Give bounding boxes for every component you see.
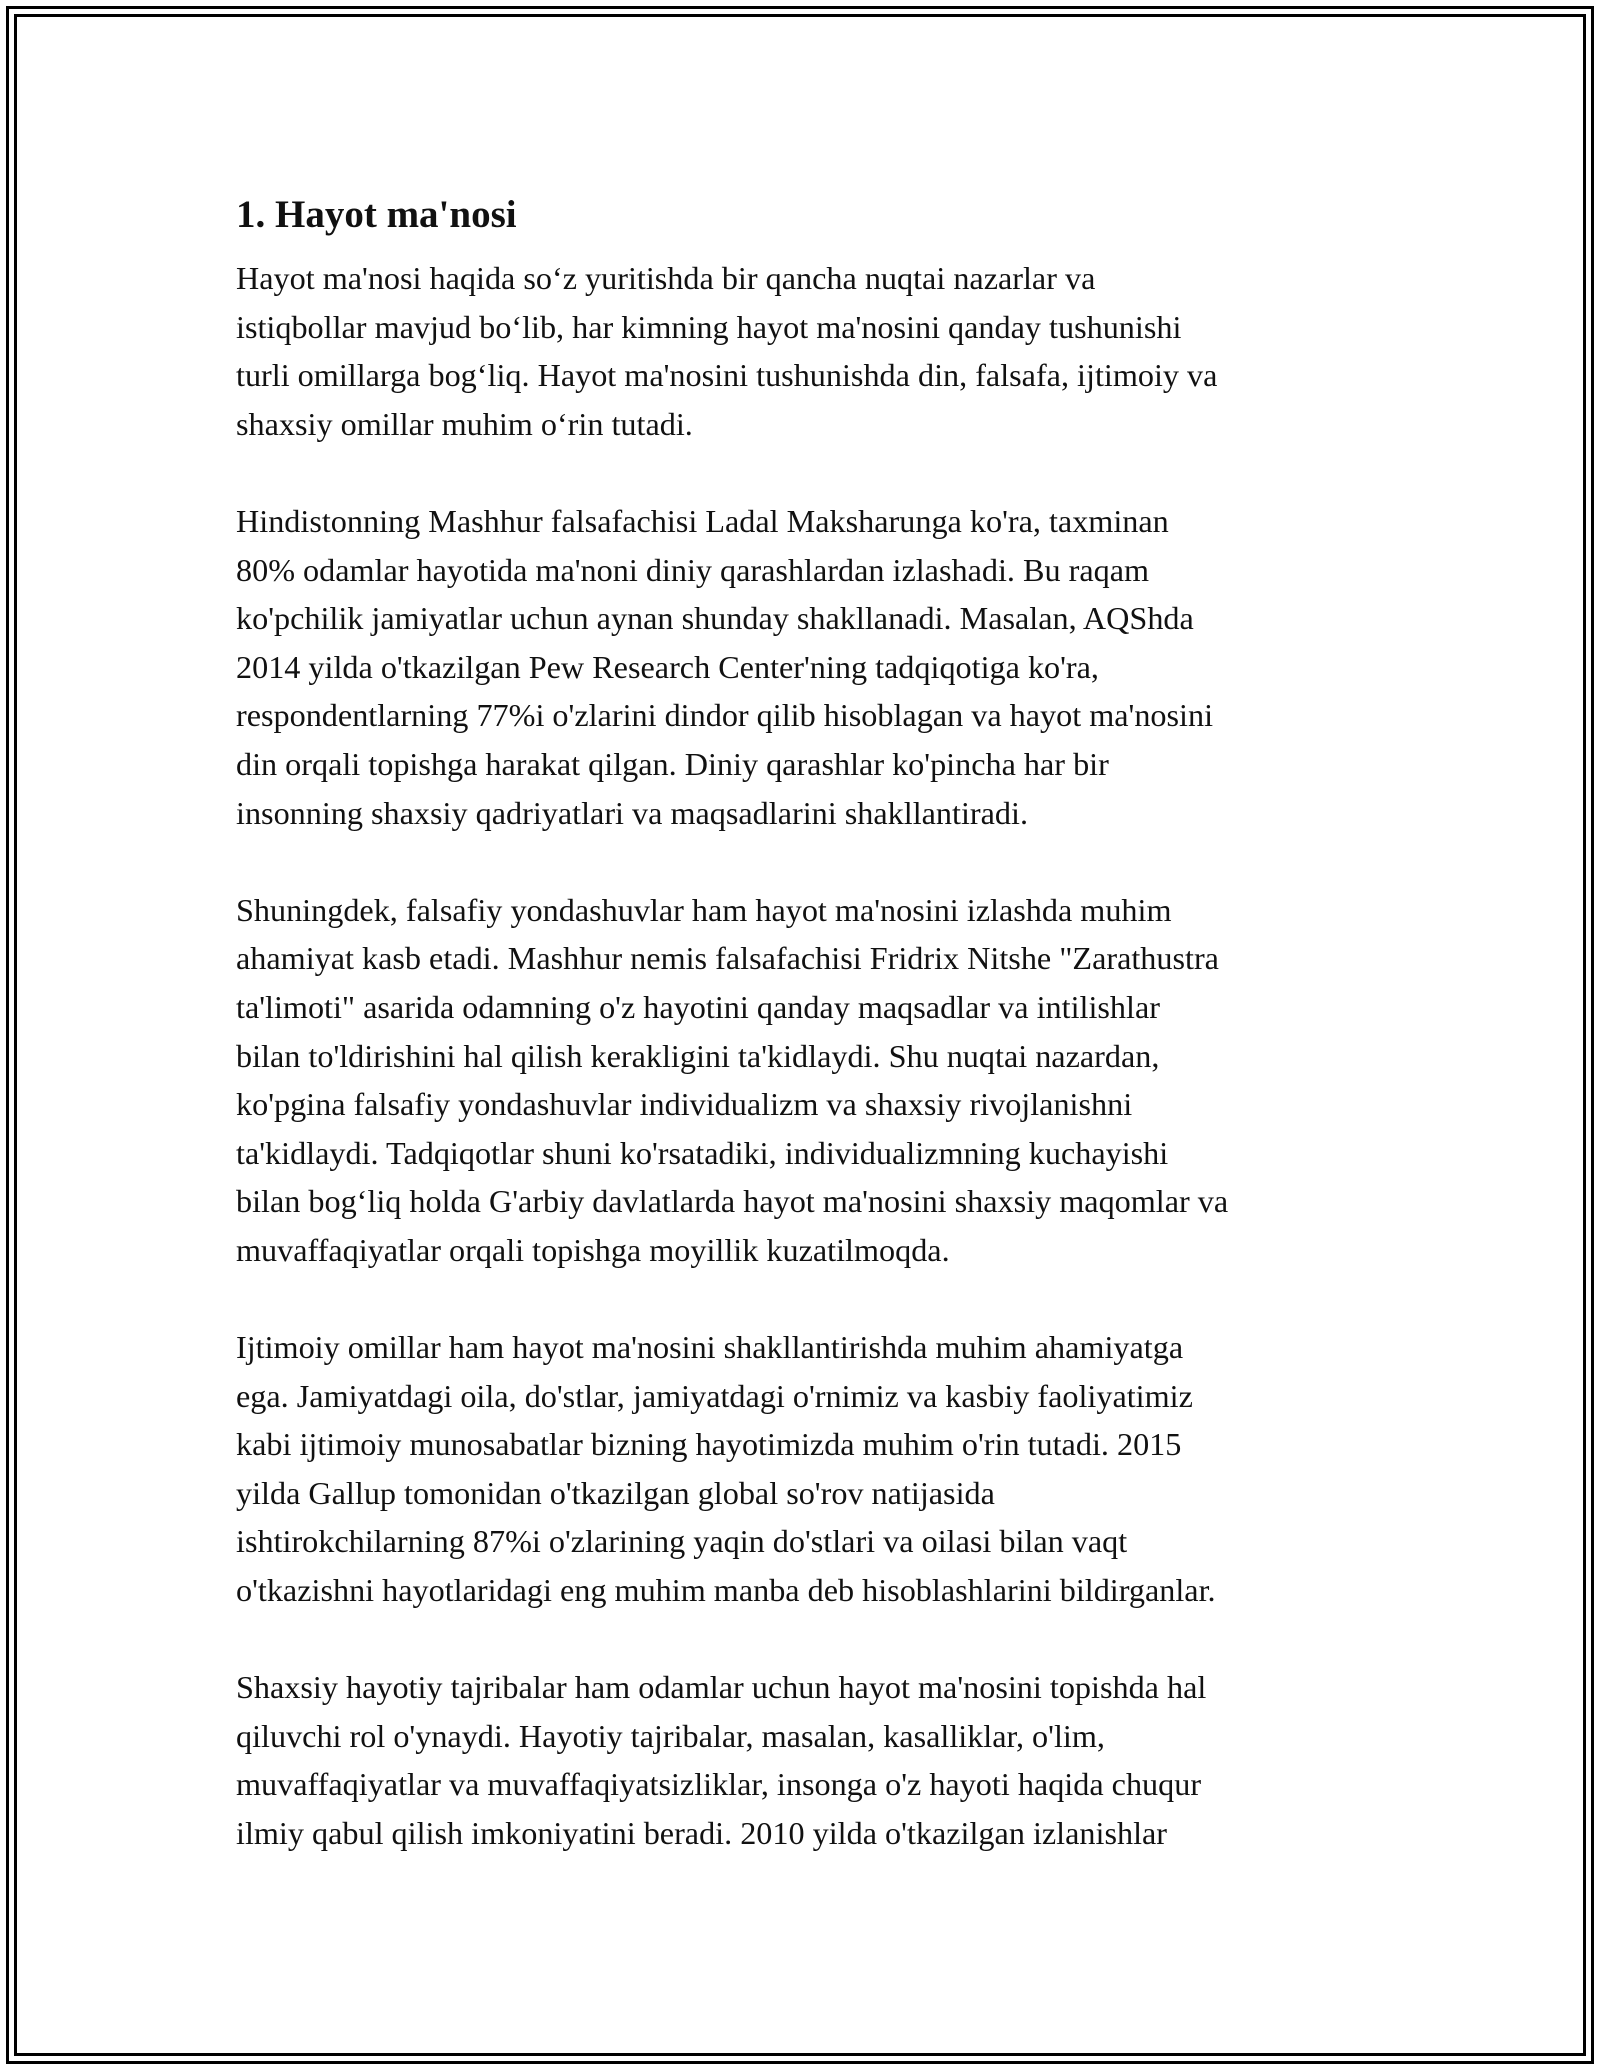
text-line: muvaffaqiyatlar orqali topishga moyillik kuzatilmoqda.: [236, 1231, 950, 1268]
text-line: ilmiy qabul qilish imkoniyatini beradi. 2010 yilda o'tkazilgan izlanishlar: [236, 1815, 1168, 1851]
paragraph-5: [236, 1663, 1376, 1857]
paragraph-2: [236, 497, 1376, 837]
text-line: respondentlarning 77%i o'zlarini dindor qilib hisoblagan va hayot ma'nosini: [236, 697, 1214, 734]
text-line: ta'limoti" asarida odamning o'z hayotini qanday maqsadlar va intilishlar: [236, 988, 1160, 1025]
text-line: ta'kidlaydi. Tadqiqotlar shuni ko'rsatadiki, individualizmning kuchayishi: [236, 1134, 1169, 1171]
text-line: ishtirokchilarning 87%i o'zlarining yaqin do'stlari va oilasi bilan vaqt: [236, 1523, 1128, 1560]
text-line: o'tkazishni hayotlaridagi eng muhim manba deb hisoblashlarini bildirganlar.: [236, 1572, 1216, 1609]
text-line: ega. Jamiyatdagi oila, do'stlar, jamiyatdagi o'rnimiz va kasbiy faoliyatimiz: [236, 1377, 1193, 1414]
text-line: Ijtimoiy omillar ham hayot ma'nosini shakllantirishda muhim ahamiyatga: [236, 1329, 1184, 1366]
text-line: shaxsiy omillar muhim o‘rin tutadi.: [236, 405, 693, 442]
text-line: ko'pgina falsafiy yondashuvlar individualizm va shaxsiy rivojlanishni: [236, 1086, 1133, 1123]
text-line: 80% odamlar hayotida ma'noni diniy qarashlardan izlashadi. Bu raqam: [236, 551, 1150, 588]
text-line: Hindistonning Mashhur falsafachisi Ladal Maksharunga ko'ra, taxminan: [236, 502, 1169, 539]
section-heading: 1. Hayot ma'nosi: [236, 193, 517, 236]
text-line: turli omillarga bog‘liq. Hayot ma'nosini tushunishda din, falsafa, ijtimoiy va: [236, 357, 1218, 394]
text-line: ahamiyat kasb etadi. Mashhur nemis falsafachisi Fridrix Nitshe "Zarathustra: [236, 940, 1219, 977]
text-line: qiluvchi rol o'ynaydi. Hayotiy tajribalar, masalan, kasalliklar, o'lim,: [236, 1717, 1105, 1754]
paragraph-4: [236, 1323, 1376, 1615]
text-line: bilan to'ldirishini hal qilish kerakligini ta'kidlaydi. Shu nuqtai nazardan,: [236, 1037, 1160, 1074]
text-line: 2014 yilda o'tkazilgan Pew Research Center'ning tadqiqotiga ko'ra,: [236, 648, 1099, 685]
text-line: Shuningdek, falsafiy yondashuvlar ham hayot ma'nosini izlashda muhim: [236, 891, 1172, 928]
text-line: bilan bog‘liq holda G'arbiy davlatlarda hayot ma'nosini shaxsiy maqomlar va: [236, 1183, 1229, 1220]
text-line: Shaxsiy hayotiy tajribalar ham odamlar uchun hayot ma'nosini topishda hal: [236, 1669, 1207, 1706]
paragraph-3: [236, 886, 1376, 1275]
text-line: yilda Gallup tomonidan o'tkazilgan global so'rov natijasida: [236, 1474, 995, 1511]
document-body: [236, 190, 1376, 1906]
text-line: istiqbollar mavjud bo‘lib, har kimning hayot ma'nosini qanday tushunishi: [236, 308, 1182, 345]
text-line: ko'pchilik jamiyatlar uchun aynan shunday shakllanadi. Masalan, AQShda: [236, 600, 1194, 637]
text-line: din orqali topishga harakat qilgan. Diniy qarashlar ko'pincha har bir: [236, 745, 1109, 782]
paragraph-1: [236, 254, 1376, 448]
text-line: kabi ijtimoiy munosabatlar bizning hayotimizda muhim o'rin tutadi. 2015: [236, 1426, 1182, 1463]
text-line: Hayot ma'nosi haqida so‘z yuritishda bir qancha nuqtai nazarlar va: [236, 260, 1096, 296]
text-line: insonning shaxsiy qadriyatlari va maqsadlarini shakllantiradi.: [236, 794, 1028, 831]
text-line: muvaffaqiyatlar va muvaffaqiyatsizliklar, insonga o'z hayoti haqida chuqur: [236, 1766, 1202, 1803]
